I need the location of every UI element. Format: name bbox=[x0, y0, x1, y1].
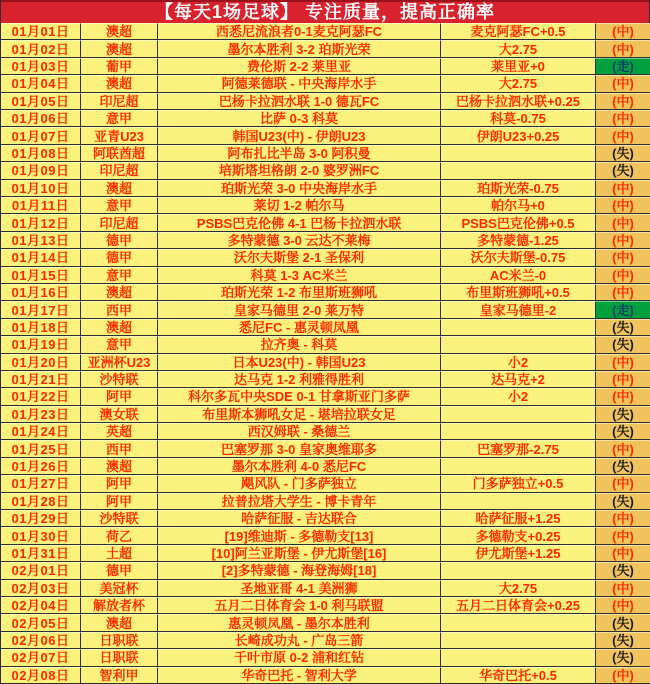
league-cell: 澳超 bbox=[81, 40, 158, 57]
league-cell: 意甲 bbox=[81, 110, 158, 127]
date-cell: 02月04日 bbox=[1, 597, 81, 614]
league-cell: 阿联酋超 bbox=[81, 145, 158, 162]
pick-cell bbox=[441, 406, 596, 423]
match-cell: 西悉尼流浪者0-1麦克阿瑟FC bbox=[158, 23, 441, 40]
match-cell: 科莫 1-3 AC米兰 bbox=[158, 267, 441, 284]
league-cell: 意甲 bbox=[81, 197, 158, 214]
match-cell: [19]维迪斯 - 多德勒支[13] bbox=[158, 527, 441, 544]
result-cell: (中) bbox=[596, 23, 650, 40]
pick-cell: 皇家马德里-2 bbox=[441, 301, 596, 318]
date-cell: 01月17日 bbox=[1, 301, 81, 318]
result-cell: (失) bbox=[596, 319, 650, 336]
league-cell: 西甲 bbox=[81, 301, 158, 318]
league-cell: 澳超 bbox=[81, 284, 158, 301]
match-cell: 墨尔本胜利 3-2 珀斯光荣 bbox=[158, 40, 441, 57]
result-cell: (中) bbox=[596, 40, 650, 57]
result-cell: (失) bbox=[596, 632, 650, 649]
league-cell: 印尼超 bbox=[81, 214, 158, 231]
pick-cell: 麦克阿瑟FC+0.5 bbox=[441, 23, 596, 40]
pick-cell bbox=[441, 423, 596, 440]
league-cell: 澳超 bbox=[81, 614, 158, 631]
date-cell: 02月05日 bbox=[1, 614, 81, 631]
date-cell: 01月25日 bbox=[1, 440, 81, 457]
date-cell: 01月15日 bbox=[1, 267, 81, 284]
pick-cell: 门多萨独立+0.5 bbox=[441, 475, 596, 492]
date-cell: 02月01日 bbox=[1, 562, 81, 579]
league-cell: 澳超 bbox=[81, 75, 158, 92]
pick-cell: 伊尤斯堡+1.25 bbox=[441, 545, 596, 562]
league-cell: 葡甲 bbox=[81, 58, 158, 75]
date-cell: 01月18日 bbox=[1, 319, 81, 336]
pick-cell bbox=[441, 145, 596, 162]
date-cell: 01月06日 bbox=[1, 110, 81, 127]
date-cell: 01月07日 bbox=[1, 127, 81, 144]
pick-cell bbox=[441, 336, 596, 353]
date-cell: 02月08日 bbox=[1, 667, 81, 684]
pick-cell: 多德勒支+0.25 bbox=[441, 527, 596, 544]
date-cell: 01月23日 bbox=[1, 406, 81, 423]
league-cell: 日职联 bbox=[81, 649, 158, 666]
match-cell: 拉齐奥 - 科莫 bbox=[158, 336, 441, 353]
league-cell: 德甲 bbox=[81, 562, 158, 579]
date-cell: 01月13日 bbox=[1, 232, 81, 249]
result-cell: (中) bbox=[596, 197, 650, 214]
result-cell: (中) bbox=[596, 545, 650, 562]
league-cell: 日职联 bbox=[81, 632, 158, 649]
pick-cell: 帕尔马+0 bbox=[441, 197, 596, 214]
league-cell: 智利甲 bbox=[81, 667, 158, 684]
date-cell: 01月26日 bbox=[1, 458, 81, 475]
result-cell: (失) bbox=[596, 493, 650, 510]
date-cell: 01月28日 bbox=[1, 493, 81, 510]
league-cell: 德甲 bbox=[81, 249, 158, 266]
date-cell: 01月22日 bbox=[1, 388, 81, 405]
result-cell: (中) bbox=[596, 249, 650, 266]
result-cell: (中) bbox=[596, 214, 650, 231]
match-cell: 墨尔本胜利 4-0 悉尼FC bbox=[158, 458, 441, 475]
date-cell: 01月01日 bbox=[1, 23, 81, 40]
match-cell: 西汉姆联 - 桑德兰 bbox=[158, 423, 441, 440]
pick-cell: 大2.75 bbox=[441, 40, 596, 57]
pick-cell bbox=[441, 562, 596, 579]
result-cell: (中) bbox=[596, 388, 650, 405]
result-cell: (失) bbox=[596, 649, 650, 666]
date-cell: 01月31日 bbox=[1, 545, 81, 562]
result-cell: (失) bbox=[596, 336, 650, 353]
pick-cell bbox=[441, 614, 596, 631]
pick-cell: AC米兰-0 bbox=[441, 267, 596, 284]
pick-cell bbox=[441, 458, 596, 475]
date-cell: 01月30日 bbox=[1, 527, 81, 544]
league-cell: 印尼超 bbox=[81, 162, 158, 179]
result-cell: (失) bbox=[596, 562, 650, 579]
pick-cell: 大2.75 bbox=[441, 75, 596, 92]
match-cell: 拉普拉塔大学生 - 博卡青年 bbox=[158, 493, 441, 510]
match-cell: PSBS巴克伦佛 4-1 巴杨卡拉泗水联 bbox=[158, 214, 441, 231]
league-cell: 美冠杯 bbox=[81, 580, 158, 597]
match-cell: 韩国U23(中) - 伊朗U23 bbox=[158, 127, 441, 144]
result-cell: (失) bbox=[596, 614, 650, 631]
match-cell: 沃尔夫斯堡 2-1 圣保利 bbox=[158, 249, 441, 266]
date-cell: 01月04日 bbox=[1, 75, 81, 92]
match-cell: 圣地亚哥 4-1 美洲狮 bbox=[158, 580, 441, 597]
pick-cell: 多特蒙德-1.25 bbox=[441, 232, 596, 249]
result-cell: (中) bbox=[596, 667, 650, 684]
match-cell: 日本U23(中) - 韩国U23 bbox=[158, 354, 441, 371]
match-cell: 多特蒙德 3-0 云达不莱梅 bbox=[158, 232, 441, 249]
league-cell: 德甲 bbox=[81, 232, 158, 249]
match-cell: 悉尼FC - 惠灵顿凤凰 bbox=[158, 319, 441, 336]
result-cell: (中) bbox=[596, 527, 650, 544]
league-cell: 亚青U23 bbox=[81, 127, 158, 144]
date-cell: 01月29日 bbox=[1, 510, 81, 527]
league-cell: 意甲 bbox=[81, 267, 158, 284]
result-cell: (失) bbox=[596, 406, 650, 423]
date-cell: 01月11日 bbox=[1, 197, 81, 214]
pick-cell: 科莫-0.75 bbox=[441, 110, 596, 127]
league-cell: 西甲 bbox=[81, 440, 158, 457]
result-cell: (中) bbox=[596, 232, 650, 249]
match-cell: [2]多特蒙德 - 海登海姆[18] bbox=[158, 562, 441, 579]
league-cell: 意甲 bbox=[81, 336, 158, 353]
league-cell: 澳超 bbox=[81, 180, 158, 197]
match-cell: 阿德莱德联 - 中央海岸水手 bbox=[158, 75, 441, 92]
pick-cell: 莱里亚+0 bbox=[441, 58, 596, 75]
pick-cell: 小2 bbox=[441, 354, 596, 371]
match-cell: [10]阿兰亚斯堡 - 伊尤斯堡[16] bbox=[158, 545, 441, 562]
league-cell: 土超 bbox=[81, 545, 158, 562]
pick-cell: 沃尔夫斯堡-0.75 bbox=[441, 249, 596, 266]
date-cell: 01月19日 bbox=[1, 336, 81, 353]
match-cell: 达马克 1-2 利雅得胜利 bbox=[158, 371, 441, 388]
result-cell: (失) bbox=[596, 162, 650, 179]
league-cell: 澳超 bbox=[81, 23, 158, 40]
date-cell: 01月24日 bbox=[1, 423, 81, 440]
pick-cell: PSBS巴克伦佛+0.5 bbox=[441, 214, 596, 231]
league-cell: 荷乙 bbox=[81, 527, 158, 544]
pick-cell: 巴杨卡拉泗水联+0.25 bbox=[441, 93, 596, 110]
league-cell: 解放者杯 bbox=[81, 597, 158, 614]
league-cell: 沙特联 bbox=[81, 510, 158, 527]
date-cell: 02月06日 bbox=[1, 632, 81, 649]
result-cell: (中) bbox=[596, 93, 650, 110]
league-cell: 澳超 bbox=[81, 319, 158, 336]
match-cell: 莱切 1-2 帕尔马 bbox=[158, 197, 441, 214]
result-cell: (中) bbox=[596, 597, 650, 614]
result-cell: (中) bbox=[596, 284, 650, 301]
result-cell: (中) bbox=[596, 75, 650, 92]
match-cell: 惠灵顿凤凰 - 墨尔本胜利 bbox=[158, 614, 441, 631]
pick-cell: 五月二日体育会+0.25 bbox=[441, 597, 596, 614]
result-cell: (中) bbox=[596, 440, 650, 457]
result-cell: (中) bbox=[596, 127, 650, 144]
date-cell: 01月27日 bbox=[1, 475, 81, 492]
match-cell: 珀斯光荣 3-0 中央海岸水手 bbox=[158, 180, 441, 197]
match-cell: 费伦斯 2-2 莱里亚 bbox=[158, 58, 441, 75]
result-cell: (中) bbox=[596, 267, 650, 284]
league-cell: 澳女联 bbox=[81, 406, 158, 423]
date-cell: 01月21日 bbox=[1, 371, 81, 388]
league-cell: 亚洲杯U23 bbox=[81, 354, 158, 371]
result-cell: (中) bbox=[596, 354, 650, 371]
match-cell: 长崎成功丸 - 广岛三箭 bbox=[158, 632, 441, 649]
result-cell: (失) bbox=[596, 145, 650, 162]
pick-cell: 达马克+2 bbox=[441, 371, 596, 388]
match-cell: 哈萨征服 - 吉达联合 bbox=[158, 510, 441, 527]
pick-cell bbox=[441, 493, 596, 510]
result-cell: (中) bbox=[596, 180, 650, 197]
pick-cell: 巴塞罗那-2.75 bbox=[441, 440, 596, 457]
date-cell: 01月03日 bbox=[1, 58, 81, 75]
pick-cell: 哈萨征服+1.25 bbox=[441, 510, 596, 527]
pick-cell bbox=[441, 162, 596, 179]
match-cell: 科尔多瓦中央SDE 0-1 甘拿斯亚门多萨 bbox=[158, 388, 441, 405]
pick-cell bbox=[441, 632, 596, 649]
league-cell: 印尼超 bbox=[81, 93, 158, 110]
league-cell: 沙特联 bbox=[81, 371, 158, 388]
date-cell: 01月20日 bbox=[1, 354, 81, 371]
result-cell: (中) bbox=[596, 475, 650, 492]
results-table bbox=[1, 23, 650, 684]
date-cell: 01月02日 bbox=[1, 40, 81, 57]
pick-cell: 华奇巴托+0.5 bbox=[441, 667, 596, 684]
result-cell: (失) bbox=[596, 458, 650, 475]
match-cell: 比萨 0-3 科莫 bbox=[158, 110, 441, 127]
match-cell: 五月二日体育会 1-0 利马联盟 bbox=[158, 597, 441, 614]
pick-cell bbox=[441, 649, 596, 666]
league-cell: 阿甲 bbox=[81, 388, 158, 405]
date-cell: 01月16日 bbox=[1, 284, 81, 301]
date-cell: 01月05日 bbox=[1, 93, 81, 110]
date-cell: 01月14日 bbox=[1, 249, 81, 266]
pick-cell: 大2.75 bbox=[441, 580, 596, 597]
match-cell: 珀斯光荣 1-2 布里斯班狮吼 bbox=[158, 284, 441, 301]
match-cell: 巴塞罗那 3-0 皇家奥维耶多 bbox=[158, 440, 441, 457]
result-cell: (走) bbox=[596, 58, 650, 75]
match-cell: 千叶市原 0-2 浦和红钻 bbox=[158, 649, 441, 666]
result-cell: (中) bbox=[596, 110, 650, 127]
date-cell: 01月09日 bbox=[1, 162, 81, 179]
pick-cell bbox=[441, 319, 596, 336]
pick-cell: 布里斯班狮吼+0.5 bbox=[441, 284, 596, 301]
pick-cell: 小2 bbox=[441, 388, 596, 405]
league-cell: 阿甲 bbox=[81, 493, 158, 510]
match-cell: 华奇巴托 - 智利大学 bbox=[158, 667, 441, 684]
date-cell: 02月03日 bbox=[1, 580, 81, 597]
match-cell: 巴杨卡拉泗水联 1-0 德瓦FC bbox=[158, 93, 441, 110]
page-title: 【每天1场足球】 专注质量，提高正确率 bbox=[1, 0, 649, 23]
result-cell: (中) bbox=[596, 510, 650, 527]
league-cell: 阿甲 bbox=[81, 475, 158, 492]
result-cell: (中) bbox=[596, 580, 650, 597]
date-cell: 01月12日 bbox=[1, 214, 81, 231]
result-cell: (失) bbox=[596, 423, 650, 440]
result-cell: (走) bbox=[596, 301, 650, 318]
league-cell: 澳超 bbox=[81, 458, 158, 475]
match-cell: 阿布扎比半岛 3-0 阿积曼 bbox=[158, 145, 441, 162]
match-cell: 飓风队 - 门多萨独立 bbox=[158, 475, 441, 492]
pick-cell: 珀斯光荣-0.75 bbox=[441, 180, 596, 197]
match-cell: 培斯塔坦格朗 2-0 婆罗洲FC bbox=[158, 162, 441, 179]
result-cell: (中) bbox=[596, 371, 650, 388]
match-cell: 皇家马德里 2-0 莱万特 bbox=[158, 301, 441, 318]
date-cell: 01月10日 bbox=[1, 180, 81, 197]
league-cell: 英超 bbox=[81, 423, 158, 440]
date-cell: 01月08日 bbox=[1, 145, 81, 162]
pick-cell: 伊朗U23+0.25 bbox=[441, 127, 596, 144]
date-cell: 02月07日 bbox=[1, 649, 81, 666]
match-cell: 布里斯本狮吼女足 - 堪培拉联女足 bbox=[158, 406, 441, 423]
